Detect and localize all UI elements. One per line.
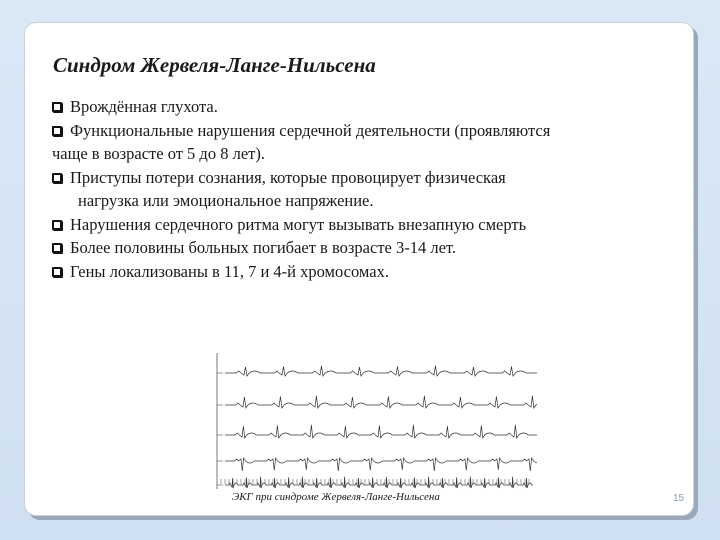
bullet-item xyxy=(52,166,682,213)
square-bullet-icon xyxy=(52,243,62,253)
square-bullet-icon xyxy=(52,267,62,277)
ecg-trace-image xyxy=(197,343,537,491)
bullet-text-continuation: чаще в возрасте от 5 до 8 лет). xyxy=(52,144,265,163)
ecg-figure xyxy=(197,343,537,491)
bullet-text: Функциональные нарушения сердечной деятельности (проявляются xyxy=(70,120,551,140)
bullet-item xyxy=(52,236,682,260)
square-bullet-icon xyxy=(52,126,62,136)
ecg-lead-trace xyxy=(225,458,537,471)
bullet-text: Нарушения сердечного ритма могут вызывать внезапную смерть xyxy=(70,214,527,234)
ecg-lead-trace xyxy=(225,366,537,376)
ecg-lead-trace xyxy=(225,396,537,408)
bullet-text: Более половины больных погибает в возрасте 3-14 лет. xyxy=(70,238,456,257)
bullet-list xyxy=(52,95,682,283)
ecg-lead-trace xyxy=(225,425,537,438)
bullet-text-continuation: нагрузка или эмоциональное напряжение. xyxy=(78,191,374,210)
page-number: 15 xyxy=(673,493,685,504)
square-bullet-icon xyxy=(52,102,62,112)
slide xyxy=(24,22,694,516)
bullet-item xyxy=(52,95,682,119)
slide-title: Синдром Жервеля-Ланге-Нильсена xyxy=(53,53,376,77)
bullet-text: Приступы потери сознания, которые провоцирует физическая xyxy=(70,167,506,187)
bullet-item xyxy=(52,213,682,237)
ecg-lead-trace xyxy=(225,477,533,488)
bullet-item xyxy=(52,260,682,284)
bullet-text: Гены локализованы в 11, 7 и 4-й хромосомах. xyxy=(70,261,389,281)
square-bullet-icon xyxy=(52,220,62,230)
bullet-text: Врождённая глухота. xyxy=(70,97,218,116)
bullet-item xyxy=(52,119,682,166)
figure-caption: ЭКГ при синдроме Жервеля-Ланге-Нильсена xyxy=(232,491,440,503)
square-bullet-icon xyxy=(52,173,62,183)
